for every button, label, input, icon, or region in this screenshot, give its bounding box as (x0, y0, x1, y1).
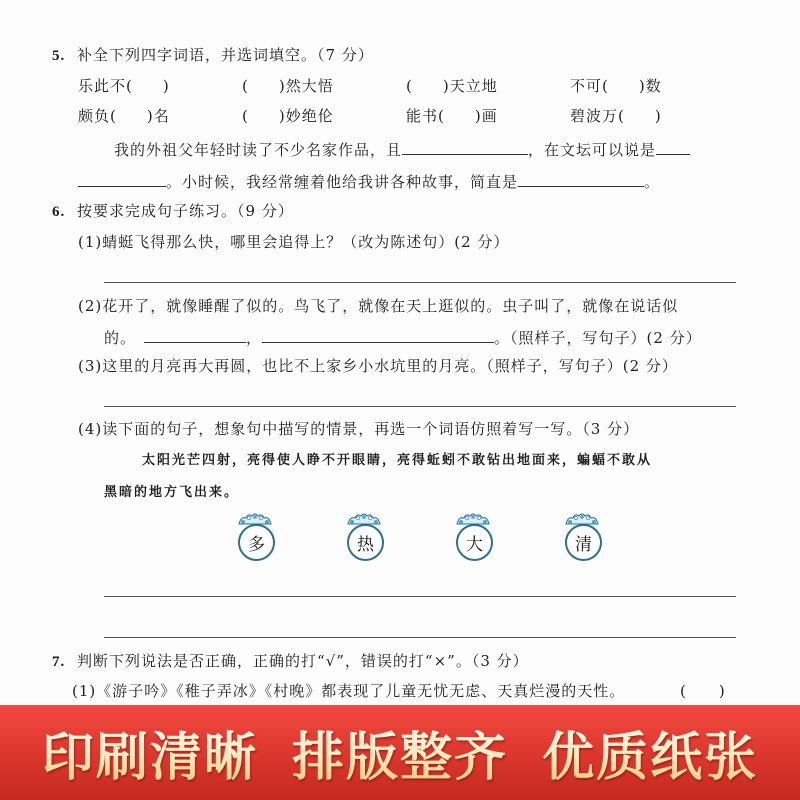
q5-title: 补全下列四字词语，并选词填空。（7 分） (77, 46, 374, 64)
idiom-2: ( )然大悟 (242, 77, 334, 95)
promo-banner (0, 705, 800, 800)
idiom-4: 不可( )数 (570, 77, 662, 95)
word-choice-badge[interactable] (344, 512, 384, 564)
q6-sub4-passage-line-2: 黑暗的地方飞出来。 (104, 485, 240, 500)
q5-number: 5. (52, 48, 66, 64)
answer-blank[interactable] (262, 326, 494, 343)
q7-sub1 (72, 681, 625, 701)
q6-sub3: (3)这里的月亮再大再圆，也比不上家乡小水坑里的月亮。（照样子，写句子）(2 分） (78, 357, 678, 375)
period: 。 (644, 173, 661, 191)
answer-blank[interactable] (78, 170, 166, 187)
word-choice-char: 热 (347, 524, 384, 561)
q5-paragraph-line-2 (78, 170, 660, 192)
q5-paragraph-text: 。小时候，我经常缠着他给我讲各种故事，简直是 (166, 173, 519, 191)
q5-paragraph-text: ，在文坛可以说是 (528, 141, 657, 159)
q7-heading (52, 651, 529, 672)
answer-line[interactable] (104, 406, 736, 407)
word-choice-char: 大 (456, 524, 493, 561)
banner-slogan: 印刷清晰 排版整齐 优质纸张 (42, 715, 758, 790)
q7-title: 判断下列说法是否正确，正确的打“√”，错误的打“×”。（3 分） (77, 652, 529, 670)
word-choice-badge[interactable] (453, 512, 493, 564)
answer-blank[interactable] (144, 326, 246, 343)
word-choice-char: 多 (238, 524, 275, 561)
q7-sub1-text: (1)《游子吟》《稚子弄冰》《村晚》都表现了儿童无忧无虑、天真烂漫的天性。 (72, 682, 626, 700)
q6-title: 按要求完成句子练习。（9 分） (77, 202, 294, 220)
answer-line[interactable] (104, 637, 736, 638)
q6-sub1: (1)蜻蜓飞得那么快，哪里会追得上？（改为陈述句）(2 分） (78, 233, 510, 251)
q6-sub2-instruction: 。（照样子，写句子）(2 分） (494, 329, 702, 347)
word-choice-badge[interactable] (235, 512, 275, 564)
q5-paragraph-text: 我的外祖父年轻时读了不少名家作品，且 (114, 141, 403, 159)
comma: ， (246, 329, 263, 347)
word-choice-char: 清 (565, 524, 602, 561)
idiom-6: ( )妙绝伦 (242, 107, 334, 125)
q6-sub2-line-2 (104, 326, 702, 348)
q5-paragraph-line-1 (114, 138, 690, 160)
idiom-1: 乐此不( ) (78, 77, 170, 95)
q7-sub1-answer-paren[interactable]: ( ) (680, 682, 726, 700)
answer-blank[interactable] (402, 138, 528, 155)
answer-blank[interactable] (656, 138, 690, 155)
q6-sub2-text: 的。 (104, 329, 137, 347)
answer-line[interactable] (104, 282, 736, 283)
q6-heading (52, 201, 294, 222)
q6-sub4: (4)读下面的句子，想象句中描写的情景，再选一个词语仿照着写一写。（3 分） (78, 420, 640, 438)
word-choice-badge[interactable] (562, 512, 602, 564)
idiom-7: 能书( )画 (406, 107, 498, 125)
q6-sub4-passage-line-1: 太阳光芒四射，亮得使人睁不开眼睛，亮得蚯蚓不敢钻出地面来，蝙蝠不敢从 (142, 453, 653, 468)
q5-heading (52, 45, 374, 66)
idiom-3: ( )天立地 (406, 77, 498, 95)
idiom-8: 碧波万( ) (570, 107, 662, 125)
q7-number: 7. (52, 654, 66, 670)
answer-line[interactable] (104, 596, 736, 597)
idiom-5: 颇负( )名 (78, 107, 170, 125)
q6-number: 6. (52, 204, 66, 220)
answer-blank[interactable] (518, 170, 644, 187)
q6-sub2-line-1: (2)花开了，就像睡醒了似的。鸟飞了，就像在天上逛似的。虫子叫了，就像在说话似 (78, 297, 679, 315)
